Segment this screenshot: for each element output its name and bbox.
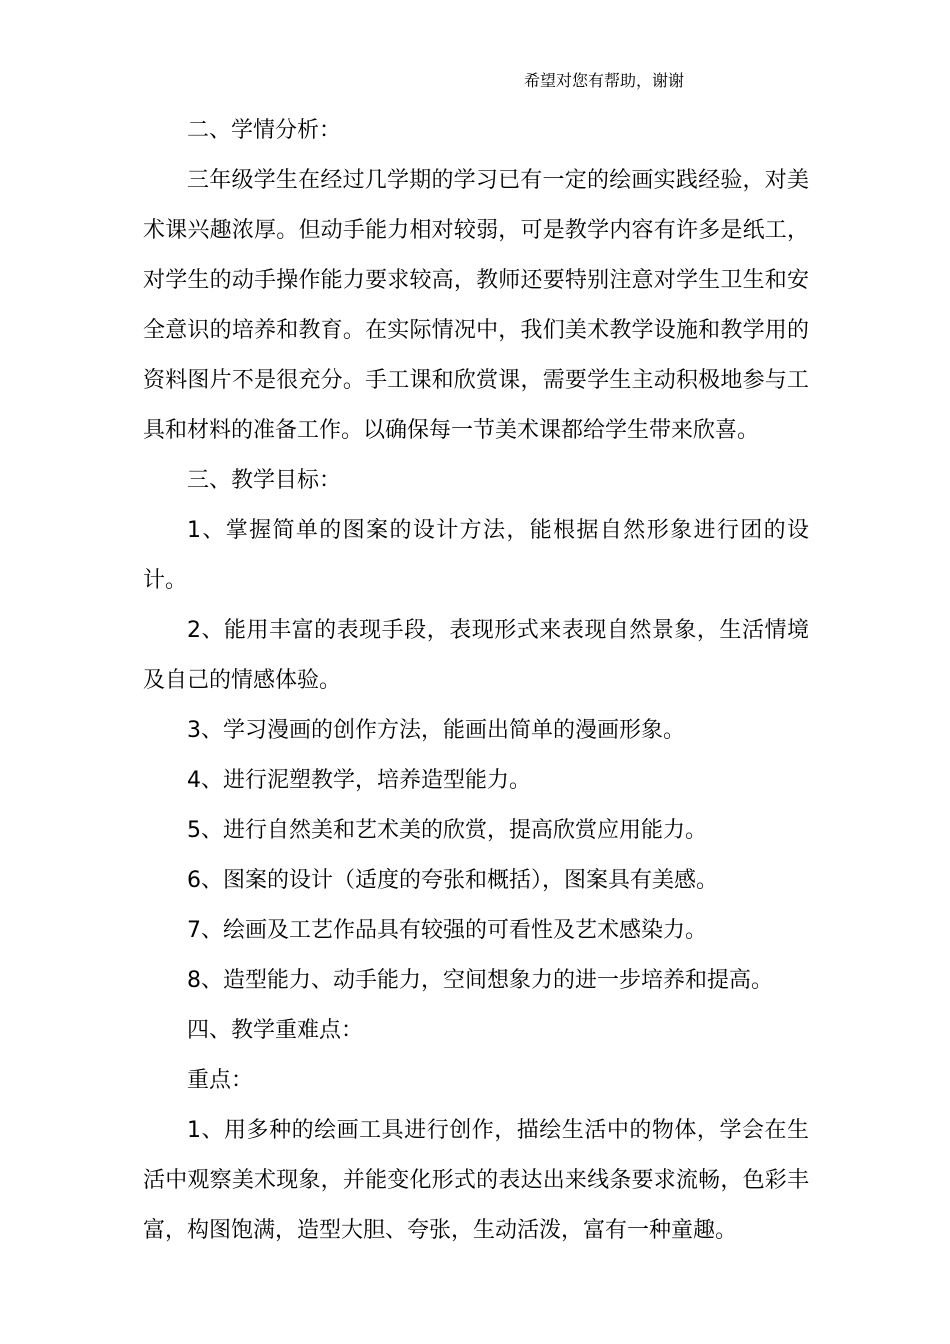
heading-key-difficulties: 四、教学重难点： (187, 1018, 364, 1043)
document-body (143, 106, 809, 1256)
goal-item-4: 4、进行泥塑教学，培养造型能力。 (187, 768, 531, 793)
goal-item-3: 3、学习漫画的创作方法，能画出简单的漫画形象。 (187, 718, 685, 743)
key-point-item-1: 1、用多种的绘画工具进行创作，描绘生活中的物体，学会在生活中观察美术现象，并能变化形式的表达出来线条要求流畅，色彩丰富，构图饱满，造型大胆、夸张，生动活泼，富有一种童趣。 (143, 1118, 809, 1243)
goal-item-7: 7、绘画及工艺作品具有较强的可看性及艺术感染力。 (187, 918, 707, 943)
subheading-key-points: 重点： (187, 1068, 254, 1093)
goal-item-1: 1、掌握简单的图案的设计方法，能根据自然形象进行团的设计。 (143, 518, 809, 593)
goal-item-2: 2、能用丰富的表现手段，表现形式来表现自然景象，生活情境及自己的情感体验。 (143, 618, 809, 693)
goal-item-8: 8、造型能力、动手能力，空间想象力的进一步培养和提高。 (187, 968, 773, 993)
paragraph-student-analysis: 三年级学生在经过几学期的学习已有一定的绘画实践经验，对美术课兴趣浓厚。但动手能力相对较弱，可是教学内容有许多是纸工，对学生的动手操作能力要求较高，教师还要特别注意对学生卫生和安全意识的培养和教育。在实际情况中，我们美术教学设施和教学用的资料图片不是很充分。手工课和欣赏课，需要学生主动积极地参与工具和材料的准备工作。以确保每一节美术课都给学生带来欣喜。 (143, 168, 809, 443)
heading-teaching-goals: 三、教学目标： (187, 468, 342, 493)
heading-student-analysis: 二、学情分析： (187, 118, 342, 143)
goal-item-5: 5、进行自然美和艺术美的欣赏，提高欣赏应用能力。 (187, 818, 707, 843)
goal-item-6: 6、图案的设计（适度的夸张和概括），图案具有美感。 (187, 868, 718, 893)
header-note: 希望对您有帮助，谢谢 (524, 71, 685, 90)
